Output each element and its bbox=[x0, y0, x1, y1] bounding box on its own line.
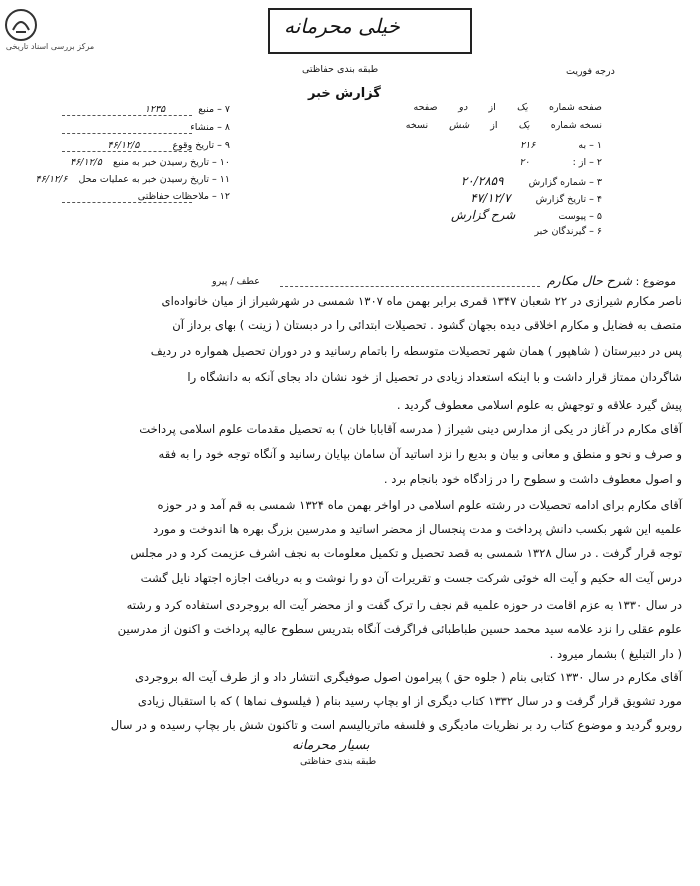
body-line: ناصر مکارم شیرازی در ۲۲ شعبان ۱۳۴۷ قمری برابر بهمن ماه ۱۳۰۷ شمسی در شهرشیراز از میان خانواده‌ای bbox=[161, 294, 682, 308]
body-line: پس در دبیرستان ( شاهپور ) همان شهر تحصیلات متوسطه را باتمام رسانید و در دوران تحصیل همواره در ردیف bbox=[150, 344, 682, 358]
body-line: علمیه این شهر بکسب دانش پرداخت و مدت پنجسال از محضر اساتید و مدرسین بزرگ بهره ها اندوخت و مورد bbox=[153, 522, 682, 536]
security-notes-row: ۱۲ – ملاحظات حفاظتی bbox=[137, 191, 230, 202]
divider bbox=[62, 202, 192, 203]
copy-number-row: نسخه شماره یک از شش نسخه bbox=[405, 120, 602, 131]
body-line: متصف به فضایل و مکارم اخلاقی دیده بجهان گشود . تحصیلات ابتدائی را در دبستان ( زینت ) بهای برداز آن bbox=[172, 318, 682, 332]
body-line: آقای مکارم در سال ۱۳۳۰ کتابی بنام ( جلوه حق ) پیرامون اصول صوفیگری انتشار داد و از طرف آیت اله بروجردی bbox=[134, 670, 682, 684]
body-line: پیش گیرد علاقه و توجهش به علوم اسلامی معطوف گردید . bbox=[396, 398, 682, 412]
body-line: شاگردان ممتاز قرار داشت و با اینکه استعداد زیادی در تحصیل از خود نشان داد بجای آنکه به دانشگاه را bbox=[187, 370, 682, 384]
from-row: ۲ – از : ۲۰ bbox=[519, 157, 602, 168]
archive-logo-icon bbox=[4, 8, 38, 42]
body-line: و اصول معطوف داشت و سطوح را در زادگاه خود بانجام برد . bbox=[383, 472, 682, 486]
received-by-source-row: ۱۰ – تاریخ رسیدن خبر به منبع ۴۶/۱۲/۵ bbox=[70, 157, 230, 168]
priority-label: درجه فوریت bbox=[566, 66, 615, 77]
divider bbox=[280, 286, 540, 287]
body-line: علوم عقلی را نزد علامه سید محمد حسین طباطبائی فراگرفت آنگاه بتدریس سطوح عالیه پرداخت و اکنون از مدرسین bbox=[117, 622, 682, 636]
origin-row: ۸ – منشاء bbox=[190, 122, 230, 133]
body-line: آقای مکارم برای ادامه تحصیلات در رشته علوم اسلامی در اواخر بهمن ماه ۱۳۲۴ شمسی به قم آمد و در حوزه bbox=[157, 498, 682, 512]
body-line: آقای مکارم در آغاز در یکی از مدارس دینی شیراز ( مدرسه آقابابا خان ) به تحصیل مقدمات علوم اسلامی پرداخت bbox=[139, 422, 682, 436]
reference-label: عطف / پیرو bbox=[212, 276, 260, 287]
body-line: در سال ۱۳۳۰ به عزم اقامت در حوزه علمیه قم نجف را ترک گفت و از محضر آیت اله بروجردی استفاده کرد و رشته bbox=[126, 598, 682, 612]
form-title: گزارش خبر bbox=[308, 86, 381, 101]
logo-caption: مرکز بررسی اسناد تاریخی bbox=[5, 42, 95, 51]
classification-bottom-label: طبقه بندی حفاظتی bbox=[300, 756, 377, 767]
received-by-ops-row: ۱۱ – تاریخ رسیدن خبر به عملیات محل ۴۶/۱۲/۶ bbox=[35, 174, 230, 185]
page-number-row: صفحه شماره یک از دو صفحه bbox=[413, 102, 602, 113]
report-date-row: ۴ – تاریخ گزارش ۴۷/۱۲/۷ bbox=[470, 191, 602, 205]
source-row: ۷ – منبع ۱۲۳۵ bbox=[144, 104, 230, 115]
body-line: توجه قرار گرفت . در سال ۱۳۲۸ شمسی به قصد تحصیل و تکمیل معلومات به نجف اشرف عزیمت کرد و در مجلس bbox=[130, 546, 682, 560]
classification-handwritten: خیلی محرمانه bbox=[284, 14, 400, 38]
occurrence-date-row: ۹ – تاریخ وقوع ۴۶/۱۲/۵ bbox=[107, 140, 230, 151]
classification-bottom-handwritten: بسیار محرمانه bbox=[292, 738, 370, 753]
attachment-row: ۵ – پیوست شرح گزارش bbox=[451, 208, 602, 222]
divider bbox=[62, 115, 192, 116]
divider bbox=[62, 151, 192, 152]
subject-row: موضوع : شرح حال مکارم bbox=[546, 273, 676, 288]
report-number-row: ۳ – شماره گزارش ۲۰/۲۸۵۹ bbox=[460, 174, 602, 188]
classification-label: طبقه بندی حفاظتی bbox=[302, 64, 379, 75]
body-line: روبرو گردید و موضوع کتاب رد بر نظریات مادیگری و فلسفه ماتریالیسم است و تاکنون شش بار بچاپ رسیده و در سال bbox=[110, 718, 682, 732]
body-line: مورد تشویق قرار گرفت و در سال ۱۳۳۲ کتاب دیگری از او بچاپ رسید بنام ( فیلسوف نماها ) که با استقبال زیادی bbox=[137, 694, 682, 708]
to-row: ۱ – به ۲۱۶ bbox=[520, 140, 602, 151]
body-line: و صرف و نحو و منطق و معانی و بیان و بدیع را نزد اساتید آن سامان بپایان رسانید و آنگاه توجه خود را به فقه bbox=[158, 447, 682, 461]
recipients-row: ۶ – گیرندگان خبر bbox=[534, 226, 602, 237]
divider bbox=[62, 133, 192, 134]
body-line: ( دار التبلیغ ) بشمار میرود . bbox=[549, 647, 682, 661]
body-line: درس آیت اله حکیم و آیت اله خوئی شرکت جست و تقریرات آن دو را نوشت و به دریافت اجازه اجتهاد نایل گشت bbox=[140, 571, 682, 585]
